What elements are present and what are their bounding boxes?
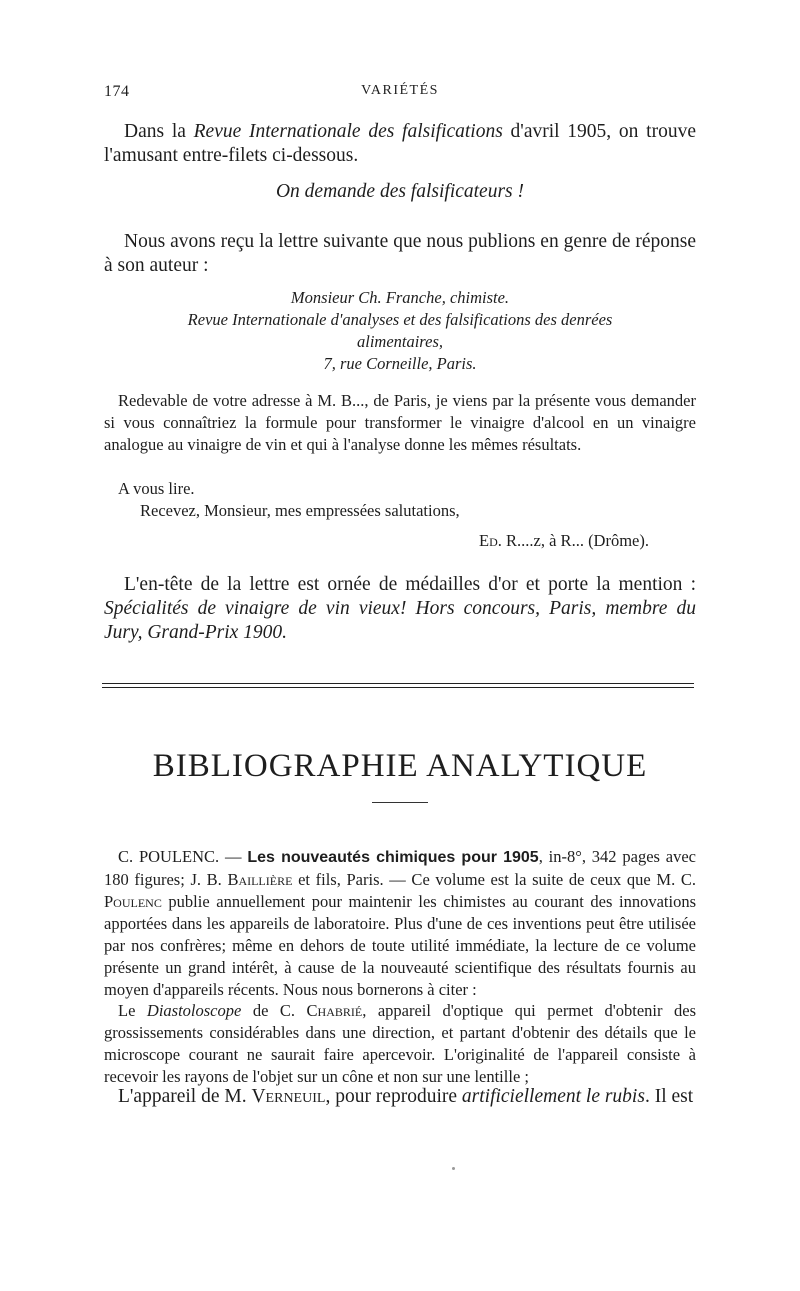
conclusion-paragraph	[104, 573, 696, 645]
bibliography-paragraph-2	[104, 1000, 696, 1088]
letter-signature	[104, 530, 649, 552]
bib-p2-text: , appareil d'optique qui permet d'obtenir des grossissements considérables dans une direction, et partant d'obtenir des détails que le microscope courant ne saurait faire apercevoir. L'originalité de l'appareil consiste à recevoir les rayons de l'objet sur un cône et non sur une lentille ;	[104, 1001, 696, 1086]
bib-p3-text-3: . Il est	[644, 1086, 694, 1107]
bib-inventor: Chabrié	[306, 1001, 363, 1020]
bib-book-title: Les nouveautés chimiques pour 1905	[247, 849, 539, 866]
bib-p3-text-2: , pour reproduire	[325, 1086, 462, 1107]
letter-intro: Nous avons reçu la lettre suivante que nous publions en genre de réponse à son auteur :	[104, 231, 696, 276]
intro-text-after: d'avril 1905, on trouve l'amusant entre-filets ci-dessous.	[104, 121, 696, 166]
running-title: VARIÉTÉS	[361, 83, 439, 98]
title-underline	[372, 802, 428, 803]
letter-closing-2: Recevez, Monsieur, mes empressées salutations,	[140, 501, 460, 520]
signature-name: Ed.	[479, 531, 502, 550]
page-number: 174	[104, 83, 130, 100]
divider-rule-bottom	[102, 687, 694, 688]
address-line-3: alimentaires,	[356, 332, 443, 351]
bib-p3-italic: artificiellement le rubis	[461, 1086, 645, 1107]
bib-text-2: et fils, Paris. — Ce volume est la suite de ceux que M. C.	[292, 870, 696, 889]
bib-publisher: Baillière	[227, 870, 293, 889]
headline: On demande des falsificateurs !	[275, 181, 525, 202]
bib-text-3: publie annuellement pour maintenir les chimistes au courant des innovations apportées dans les appareils de laboratoire. Plus d'une de ces inventions peut être utilisée par nos confrères; même en dehors de toute utilité immédiate, la lecture de ce volume présente un grand intérêt, à cause de la nouveauté scientifique des résultats fournis au moyen d'appareils récents. Nous nous bornerons à citer :	[104, 892, 696, 999]
address-block	[104, 287, 696, 375]
conclusion-text: L'en-tête de la lettre est ornée de médailles d'or et porte la mention :	[124, 574, 696, 595]
letter-closing-1: A vous lire.	[118, 479, 195, 498]
bibliography-paragraph-3	[104, 1085, 696, 1109]
intro-text-before: Dans la	[124, 121, 194, 142]
intro-paragraph	[104, 120, 696, 168]
bib-p3-text-1: L'appareil de M.	[118, 1086, 252, 1107]
conclusion-italic: Spécialités de vinaigre de vin vieux! Hors concours, Paris, membre du Jury, Grand-Prix 1900.	[104, 598, 696, 643]
bib-p2-le: Le	[118, 1001, 147, 1020]
paper-speck	[452, 1167, 455, 1170]
bib-p2-de: de C.	[241, 1001, 307, 1020]
bibliography-paragraph-1	[104, 846, 696, 1001]
bib-text-1: , in-8°, 342 pages avec 180 figures; J. B.	[104, 847, 697, 889]
bib-device-name: Diastoloscope	[146, 1001, 242, 1020]
signature-rest: R....z, à R... (Drôme).	[501, 531, 649, 550]
letter-body: Redevable de votre adresse à M. B..., de Paris, je viens par la présente vous demander si vous connaîtriez la formule pour transformer le vinaigre d'alcool en un vinaigre analogue au vinaigre de vin et qui à l'analyse donne les mêmes résultats.	[104, 391, 696, 454]
bib-author-sc: Poulenc	[104, 892, 162, 911]
journal-name: Revue Internationale des falsifications	[193, 121, 503, 142]
bib-verneuil: Verneuil	[251, 1086, 326, 1107]
bib-author: C. POULENC. —	[118, 847, 248, 866]
address-line-2: Revue Internationale d'analyses et des falsifications des denrées	[187, 310, 613, 329]
divider-rule-top	[102, 683, 694, 684]
address-line-1: Monsieur Ch. Franche, chimiste.	[290, 288, 510, 307]
bibliography-title: BIBLIOGRAPHIE ANALYTIQUE	[152, 748, 648, 784]
address-line-4: 7, rue Corneille, Paris.	[323, 354, 477, 373]
